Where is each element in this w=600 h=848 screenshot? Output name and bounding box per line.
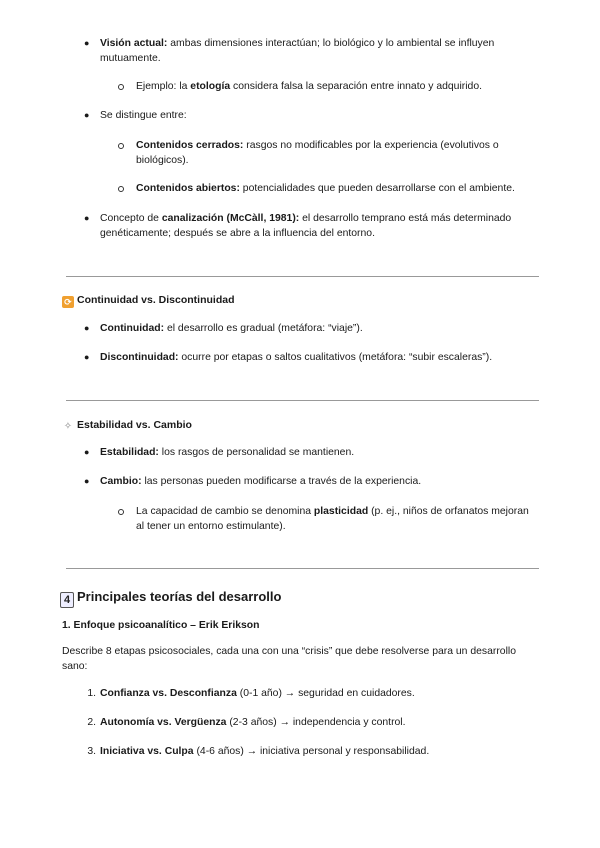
list-item-stability: ● Estabilidad: los rasgos de personalidad se mantienen. [84, 447, 355, 458]
closed-label: Contenidos cerrados: [136, 140, 244, 151]
erikson-intro: Describe 8 etapas psicosociales, cada una con una “crisis” que debe resolverse para un desarrollo sano: [62, 646, 516, 672]
list-item-vision [0, 36, 600, 68]
bullet: ● [84, 352, 90, 362]
stage-item-2: 2. Autonomía vs. Vergüenza (2-3 años) → independencia y control. [87, 717, 406, 728]
list-item-change: ● Cambio: las personas pueden modificarse a través de la experiencia. [84, 476, 422, 487]
open-label: Contenidos abiertos: [136, 183, 240, 194]
stage-item-3: 3. Iniciativa vs. Culpa (4-6 años) → iniciativa personal y responsabilidad. [87, 746, 430, 757]
refresh-icon: ⟳ [62, 296, 74, 308]
list-item-distinguish [0, 108, 600, 124]
etologia-term: etología [190, 81, 231, 92]
circle-bullet-icon [118, 186, 124, 192]
divider [66, 400, 539, 401]
stability-heading: ✧ Estabilidad vs. Cambio [63, 419, 192, 432]
keycap-four-icon: 4 [60, 592, 74, 608]
plasticity-term: plasticidad [313, 506, 369, 517]
continuity-heading: ⟳ Continuidad vs. Discontinuidad [62, 293, 235, 308]
vision-label: Visión actual: [100, 38, 168, 49]
list-subitem-open: Contenidos abiertos: potencialidades que pueden desarrollarse con el ambiente. [0, 181, 600, 197]
bullet: ● [84, 213, 90, 223]
list-item-discontinuity: ● Discontinuidad: ocurre por etapas o saltos cualitativos (metáfora: “subir escaleras”). [84, 352, 493, 363]
circle-bullet-icon [118, 143, 124, 149]
bullet: ● [84, 38, 90, 48]
bullet: ● [84, 323, 90, 333]
divider [66, 276, 539, 277]
list-subitem-closed: Contenidos cerrados: rasgos no modificables por la experiencia (evolutivos o biológicos). [0, 138, 600, 170]
circle-bullet-icon [118, 509, 124, 515]
theories-heading: 4 Principales teorías del desarrollo [60, 588, 281, 608]
stage-item-1: 1. Confianza vs. Desconfianza (0-1 año) → seguridad en cuidadores. [87, 688, 415, 699]
bullet: ● [84, 447, 90, 457]
list-item-canalization: ● Concepto de canalización (McCàll, 1981): el desarrollo temprano está más determinado genéticamente; después se abre a la influencia del entorno. [84, 213, 512, 239]
canalization-label: canalización (McCàll, 1981): [161, 213, 300, 224]
list-subitem-etologia: Ejemplo: la etología considera falsa la separación entre innato y adquirido. [0, 79, 600, 95]
vision-text: ambas dimensiones interactúan; lo biológico y lo ambiental se influyen mutuamente. [100, 38, 495, 64]
circle-bullet-icon [118, 84, 124, 90]
bullet: ● [84, 476, 90, 486]
bullet: ● [84, 110, 90, 120]
divider [66, 568, 539, 569]
list-item-continuity: ● Continuidad: el desarrollo es gradual (metáfora: “viaje”). [84, 323, 363, 334]
sparkle-icon: ✧ [63, 421, 73, 432]
list-subitem-plasticity: La capacidad de cambio se denomina plasticidad (p. ej., niños de orfanatos mejoran al tener un entorno estimulante). [0, 504, 600, 536]
distinguish-text: Se distingue entre: [100, 110, 187, 121]
erikson-subheading: 1. Enfoque psicoanalítico – Erik Erikson [62, 620, 260, 631]
